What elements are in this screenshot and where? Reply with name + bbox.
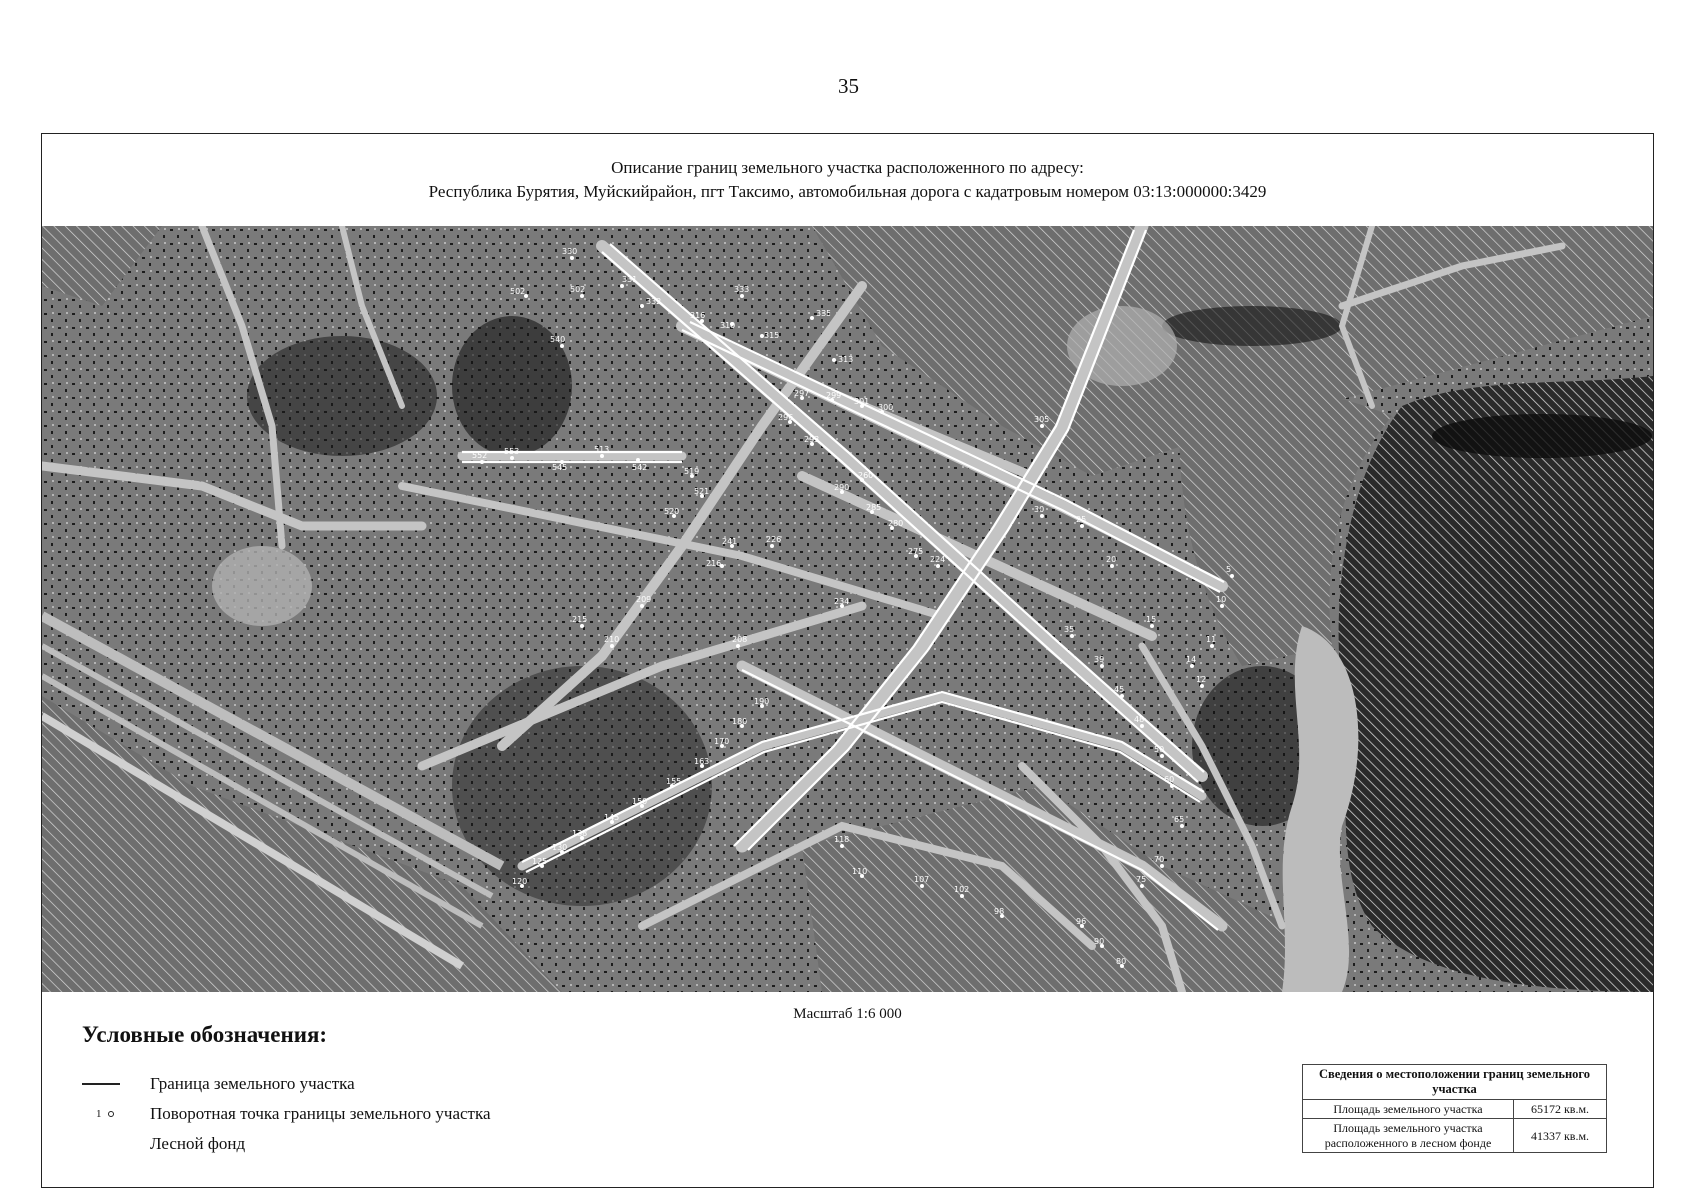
svg-text:540: 540 — [550, 335, 566, 344]
svg-text:315: 315 — [764, 331, 780, 340]
svg-text:150: 150 — [632, 797, 648, 806]
svg-text:300: 300 — [878, 403, 894, 412]
svg-text:280: 280 — [888, 519, 904, 528]
svg-text:241: 241 — [722, 537, 738, 546]
table-row — [1303, 1119, 1607, 1153]
svg-text:107: 107 — [914, 875, 930, 884]
svg-text:224: 224 — [930, 555, 946, 564]
svg-text:297: 297 — [794, 389, 810, 398]
svg-text:332: 332 — [646, 297, 662, 306]
plan-title: Описание границ земельного участка расположенного по адресу: — [611, 158, 1084, 177]
forest-area-label: Площадь земельного участка расположенного в лесном фонде — [1303, 1119, 1514, 1153]
legend-point-number: 1 — [96, 1108, 102, 1120]
svg-text:519: 519 — [684, 467, 700, 476]
svg-text:138: 138 — [572, 829, 588, 838]
svg-text:170: 170 — [714, 737, 730, 746]
svg-text:216: 216 — [706, 559, 722, 568]
svg-text:331: 331 — [622, 275, 638, 284]
svg-text:502: 502 — [510, 287, 526, 296]
svg-text:155: 155 — [666, 777, 682, 786]
plan-address: Республика Бурятия, Муйскийрайон, пгт Таксимо, автомобильная дорога с кадатровым номером 03:13:000000:3429 — [428, 182, 1267, 201]
svg-text:330: 330 — [562, 247, 578, 256]
svg-text:333: 333 — [734, 285, 750, 294]
svg-text:120: 120 — [512, 877, 528, 886]
svg-text:210: 210 — [604, 635, 620, 644]
svg-text:310: 310 — [720, 321, 736, 330]
turning-point[interactable] — [720, 321, 735, 330]
open-area — [212, 546, 312, 626]
svg-text:96: 96 — [1076, 917, 1087, 926]
legend-title: Условные обозначения: — [82, 1022, 328, 1047]
svg-text:521: 521 — [694, 487, 710, 496]
svg-text:520: 520 — [664, 507, 680, 516]
plot-area-value: 65172 кв.м. — [1514, 1100, 1607, 1119]
svg-text:163: 163 — [694, 757, 710, 766]
boundary-line-icon — [82, 1083, 134, 1085]
legend-boundary — [82, 1074, 355, 1094]
svg-text:70: 70 — [1154, 855, 1165, 864]
svg-text:180: 180 — [732, 717, 748, 726]
svg-text:50: 50 — [1154, 745, 1165, 754]
svg-text:513: 513 — [594, 445, 610, 454]
svg-text:545: 545 — [552, 463, 568, 472]
page-number: 35 — [838, 74, 859, 98]
svg-text:110: 110 — [852, 867, 868, 876]
svg-text:502: 502 — [570, 285, 586, 294]
svg-text:285: 285 — [866, 503, 882, 512]
svg-text:275: 275 — [908, 547, 924, 556]
aerial-map[interactable] — [42, 226, 1653, 992]
svg-text:145: 145 — [604, 813, 620, 822]
svg-text:208: 208 — [732, 635, 748, 644]
svg-text:20: 20 — [1106, 555, 1117, 564]
plot-info-title: Сведения о местоположении границ земельного участка — [1303, 1065, 1607, 1100]
lake-area — [1339, 376, 1653, 992]
legend-point-label: Поворотная точка границы земельного участка — [150, 1104, 491, 1123]
svg-text:553: 553 — [504, 447, 520, 456]
svg-text:45: 45 — [1114, 685, 1125, 694]
svg-text:226: 226 — [766, 535, 782, 544]
legend-boundary-label: Граница земельного участка — [150, 1074, 355, 1093]
svg-text:10: 10 — [1216, 595, 1227, 604]
forest-area-value: 41337 кв.м. — [1514, 1119, 1607, 1153]
map-svg — [42, 226, 1653, 992]
svg-text:335: 335 — [816, 309, 832, 318]
svg-text:125: 125 — [532, 857, 548, 866]
svg-text:316: 316 — [690, 311, 706, 320]
svg-text:542: 542 — [632, 463, 648, 472]
svg-text:190: 190 — [754, 697, 770, 706]
svg-text:25: 25 — [1076, 515, 1087, 524]
table-row — [1303, 1100, 1607, 1119]
svg-text:209: 209 — [636, 595, 652, 604]
svg-text:293: 293 — [804, 435, 820, 444]
plan-frame — [41, 133, 1654, 1188]
svg-text:60: 60 — [1164, 775, 1175, 784]
svg-text:260: 260 — [858, 471, 874, 480]
svg-text:296: 296 — [778, 413, 794, 422]
svg-text:5: 5 — [1226, 565, 1232, 574]
plan-header — [42, 134, 1653, 226]
svg-text:80: 80 — [1116, 957, 1127, 966]
vegetation-cluster — [1432, 414, 1652, 458]
svg-text:130: 130 — [552, 843, 568, 852]
svg-text:39: 39 — [1094, 655, 1105, 664]
svg-text:65: 65 — [1174, 815, 1185, 824]
svg-text:30: 30 — [1034, 505, 1045, 514]
svg-text:299: 299 — [826, 391, 842, 400]
svg-text:75: 75 — [1136, 875, 1147, 884]
svg-text:90: 90 — [1094, 937, 1105, 946]
svg-text:215: 215 — [572, 615, 588, 624]
map-scale: Масштаб 1:6 000 — [793, 1006, 902, 1022]
vegetation-cluster — [1162, 306, 1342, 346]
svg-text:35: 35 — [1064, 625, 1075, 634]
svg-text:301: 301 — [854, 397, 870, 406]
svg-text:15: 15 — [1146, 615, 1157, 624]
turning-point-icon — [82, 1108, 134, 1120]
svg-text:313: 313 — [838, 355, 854, 364]
svg-text:14: 14 — [1186, 655, 1197, 664]
plot-info-table — [1302, 1064, 1607, 1153]
legend-point — [82, 1104, 491, 1124]
svg-text:48: 48 — [1134, 715, 1145, 724]
svg-text:552: 552 — [472, 451, 488, 460]
svg-text:305: 305 — [1034, 415, 1050, 424]
legend-forest — [82, 1134, 245, 1154]
svg-text:12: 12 — [1196, 675, 1207, 684]
plot-area-label: Площадь земельного участка — [1303, 1100, 1514, 1119]
svg-text:102: 102 — [954, 885, 970, 894]
legend-forest-label: Лесной фонд — [150, 1134, 246, 1153]
svg-text:118: 118 — [834, 835, 850, 844]
svg-text:98: 98 — [994, 907, 1005, 916]
svg-text:11: 11 — [1206, 635, 1217, 644]
svg-text:290: 290 — [834, 483, 850, 492]
svg-text:234: 234 — [834, 597, 850, 606]
